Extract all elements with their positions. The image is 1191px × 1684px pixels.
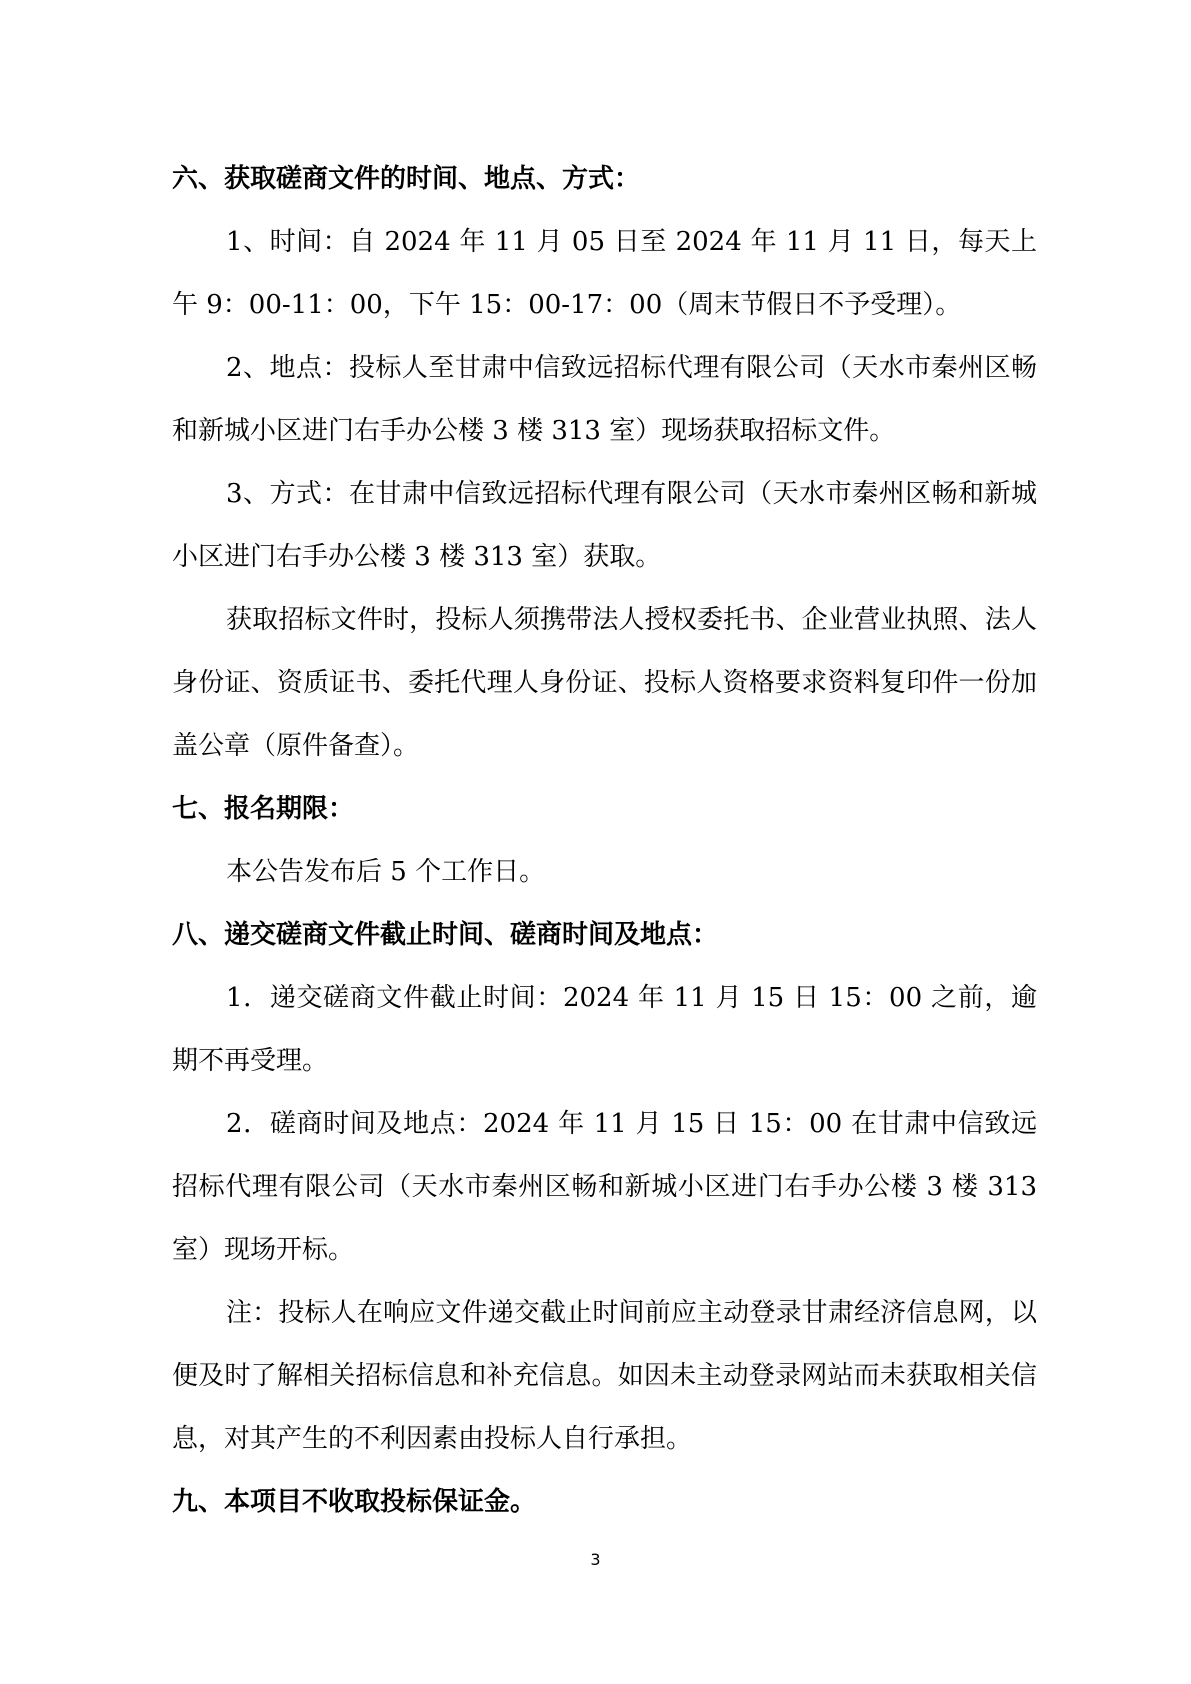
page-number: 3	[590, 1550, 601, 1569]
paragraph-method: 3、方式：在甘肃中信致远招标代理有限公司（天水市秦州区畅和新城小区进门右手办公楼 3 楼 313 室）获取。	[172, 479, 1037, 572]
paragraph-time: 1、时间：自 2024 年 11 月 05 日至 2024 年 11 月 11 日，每天上午 9：00-11：00，下午 15：00-17：00（周末节假日不予受理）。	[172, 227, 1037, 320]
document-body	[172, 148, 1037, 1534]
paragraph-note: 注：投标人在响应文件递交截止时间前应主动登录甘肃经济信息网，以便及时了解相关招标信息和补充信息。如因未主动登录网站而未获取相关信息，对其产生的不利因素由投标人自行承担。	[172, 1298, 1037, 1454]
section-heading-6: 六、获取磋商文件的时间、地点、方式：	[172, 164, 641, 194]
paragraph-required-documents: 获取招标文件时，投标人须携带法人授权委托书、企业营业执照、法人身份证、资质证书、委托代理人身份证、投标人资格要求资料复印件一份加盖公章（原件备查）。	[172, 605, 1037, 761]
paragraph-negotiation-time-place: 2．磋商时间及地点：2024 年 11 月 15 日 15：00 在甘肃中信致远招标代理有限公司（天水市秦州区畅和新城小区进门右手办公楼 3 楼 313 室）现场开标。	[172, 1109, 1037, 1265]
paragraph-location: 2、地点：投标人至甘肃中信致远招标代理有限公司（天水市秦州区畅和新城小区进门右手办公楼 3 楼 313 室）现场获取招标文件。	[172, 353, 1037, 446]
section-heading-8: 八、递交磋商文件截止时间、磋商时间及地点：	[172, 920, 719, 950]
section-heading-9: 九、本项目不收取投标保证金。	[172, 1487, 537, 1517]
paragraph-deadline: 1．递交磋商文件截止时间：2024 年 11 月 15 日 15：00 之前，逾期不再受理。	[172, 983, 1037, 1076]
paragraph-registration-period: 本公告发布后 5 个工作日。	[226, 857, 546, 887]
section-heading-7: 七、报名期限：	[172, 794, 355, 824]
